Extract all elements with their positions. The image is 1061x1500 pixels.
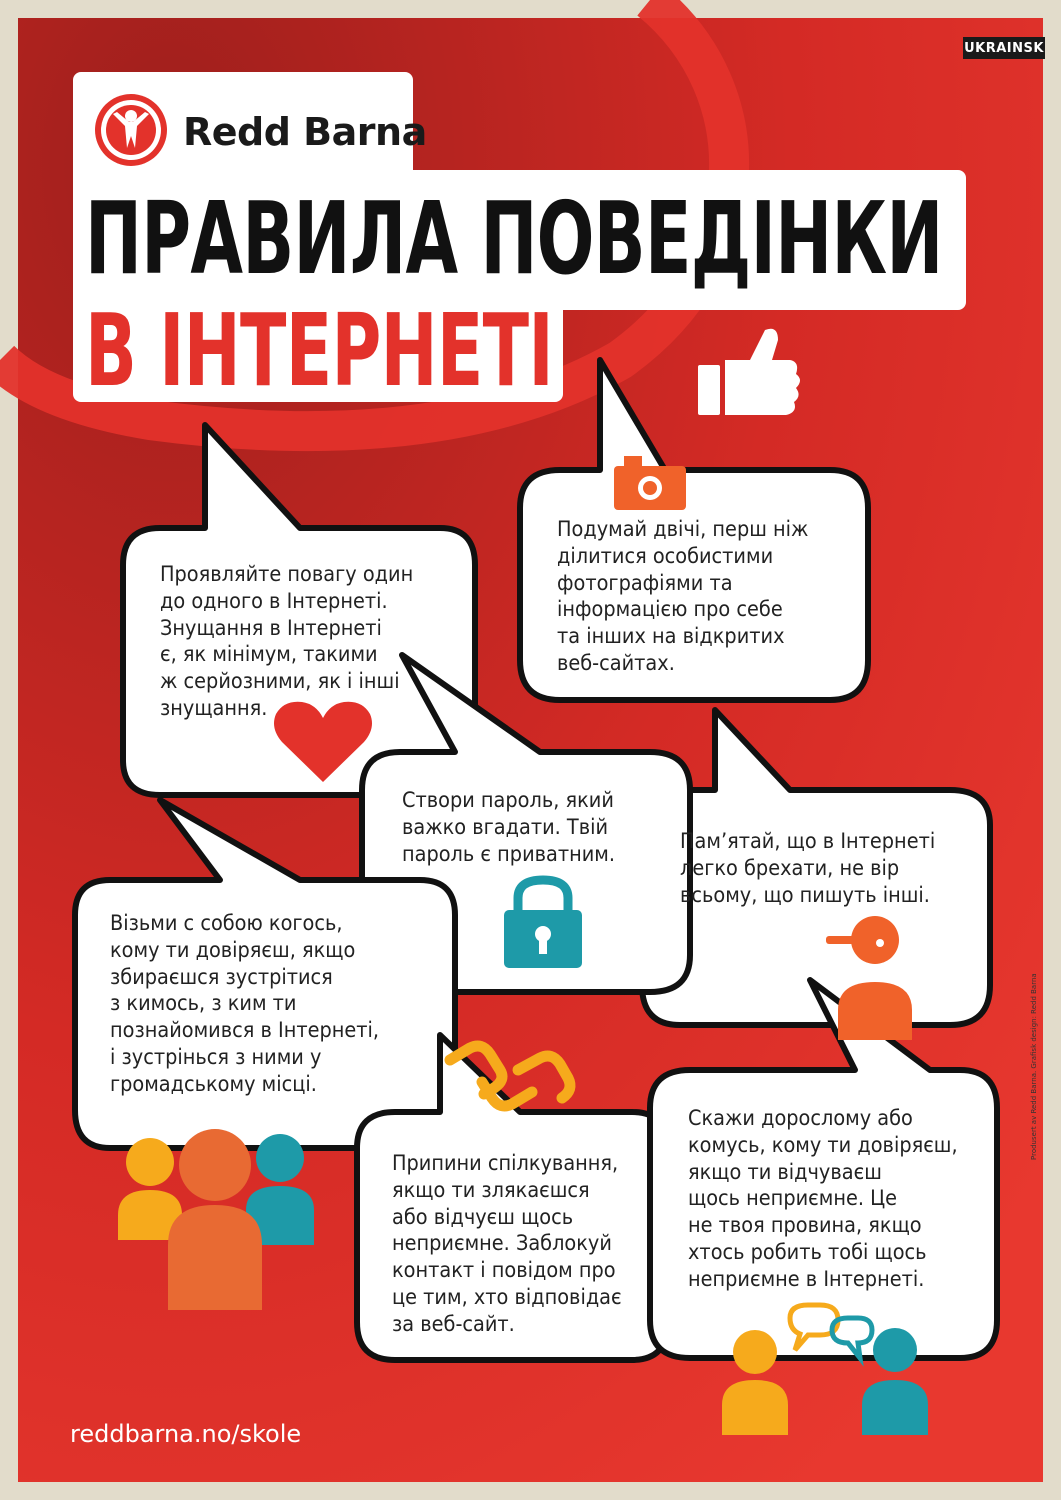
bubble-lies-text: Пам’ятай, що в Інтернеті легко брехати, не вір всьому, що пишуть інші. [680,829,936,907]
bubble-respect-text: Проявляйте повагу один до одного в Інтернеті. Знущання в Інтернеті є, як мінімум, такими ж серйозними, як і інші знущання. [160,562,414,720]
bubble-tell-text: Скажи дорослому або комусь, кому ти довіряєш, якщо ти відчуваєш щось неприємне. Це не твоя провина, якщо хтось робить тобі щось неприємне в Інтернеті. [688,1106,958,1291]
bubble-photos-text: Подумай двічі, перш ніж ділитися особистими фотографіями та інформацією про себе та інших на відкритих веб-сайтах. [557,517,809,675]
redd-barna-logo-icon [91,90,171,170]
title-line2: В ІНТЕРНЕТІ [85,292,553,409]
footer-url-link[interactable]: reddbarna.no/skole [70,1420,302,1448]
bubble-stop-text: Припини спілкування, якщо ти злякаєшся або відчуєш щось неприємне. Заблокуй контакт і повідом про це тим, хто відповідає за веб-сайт. [392,1151,622,1336]
side-credit: Produsert av Redd Barna. Grafisk design: Redd Barna [1030,973,1038,1160]
title-line1: ПРАВИЛА ПОВЕДІНКИ [85,180,943,297]
language-tag: UKRAINSK [963,37,1045,59]
brand-name: Redd Barna [183,110,427,154]
bubble-meeting-text: Візьми с собою когось, кому ти довіряєш, якщо збираєшся зустрітися з кимось, з ким ти познайомився в Інтернеті, і зустрінься з ними у громадському місці. [110,911,380,1096]
bubble-password-text: Створи пароль, який важко вгадати. Твій пароль є приватним. [402,788,616,866]
